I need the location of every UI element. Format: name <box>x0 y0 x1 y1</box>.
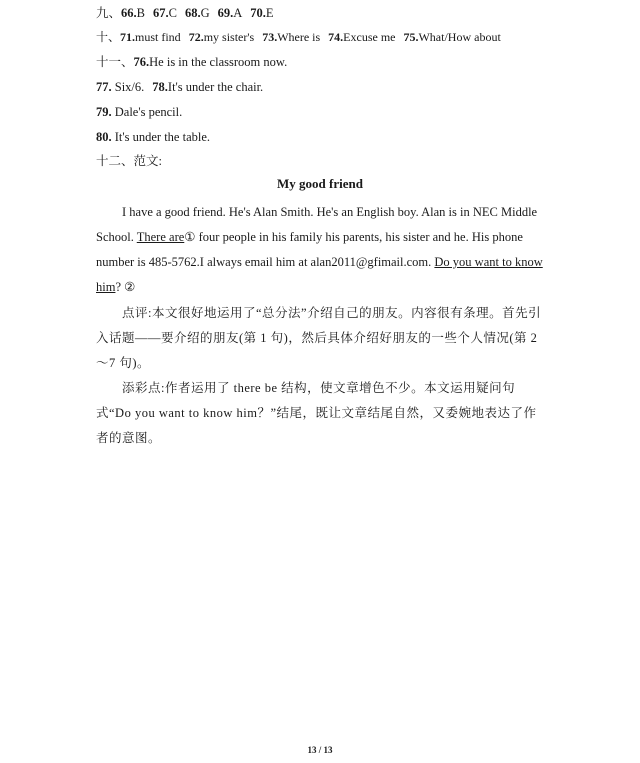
answer-text: Where is <box>277 30 321 44</box>
answer-text: B <box>136 6 145 20</box>
answer-text: C <box>168 6 177 20</box>
answer-number: 68. <box>184 6 201 20</box>
answer-number: 79. <box>96 105 112 119</box>
answer-number: 80. <box>96 130 112 144</box>
answer-number: 73. <box>262 30 278 44</box>
essay-text-part3: ? ② <box>115 280 136 294</box>
comment-paragraph <box>96 301 544 376</box>
answers-section-9 <box>96 5 550 21</box>
section-10-label: 十、 <box>96 30 121 44</box>
answer-text: Excuse me <box>343 30 396 44</box>
answer-number: 78. <box>152 80 168 94</box>
comment-label: 点评: <box>122 306 152 320</box>
answer-number: 77. <box>96 80 112 94</box>
answer-number: 72. <box>188 30 204 44</box>
answer-text: It's under the chair. <box>167 80 264 94</box>
answer-number: 76. <box>133 55 150 69</box>
comment-text: 本文很好地运用了“总分法”介绍自己的朋友。内容很有条理。首先引入话题——要介绍的朋友(第 1 句)，然后具体介绍好朋友的一些个人情况(第 2～7 句)。 <box>96 306 542 370</box>
answer-text: What/How about <box>418 30 501 44</box>
answer-text: Six/6. <box>111 80 145 94</box>
answer-number: 66. <box>121 6 137 20</box>
highlight-paragraph <box>96 376 544 451</box>
answer-text: must find <box>135 30 181 44</box>
highlight-text: 作者运用了 there be 结构，使文章增色不少。本文运用疑问句式“Do you want to know him？”结尾，既让文章结尾自然，又委婉地表达了作者的意图。 <box>96 381 537 445</box>
page-number: 13 / 13 <box>307 745 333 755</box>
answer-text: G <box>200 6 210 20</box>
answer-text: my sister's <box>203 30 255 44</box>
answers-section-11-line2 <box>96 79 550 95</box>
answers-section-10 <box>96 29 550 45</box>
answer-text: He is in the classroom now. <box>149 55 288 69</box>
answer-number: 70. <box>250 6 266 20</box>
essay-text-part2: four people in his family his parents, his sister and he. His phone number is 485-5762.I always email him at alan2011@gfimail.com. <box>96 230 523 269</box>
section-11-label: 十一、 <box>96 55 134 69</box>
essay-title: My good friend <box>277 176 363 191</box>
answer-text: Dale's pencil. <box>111 105 183 119</box>
answers-section-11-line3 <box>96 104 550 120</box>
answer-number: 74. <box>328 30 344 44</box>
highlight-label: 添彩点: <box>122 381 165 395</box>
answer-number: 75. <box>403 30 419 44</box>
answer-number: 71. <box>120 30 136 44</box>
essay-marker-1: ① <box>184 230 196 244</box>
answer-number: 69. <box>217 6 234 20</box>
answer-text: It's under the table. <box>111 130 211 144</box>
section-9-label: 九、 <box>96 6 122 20</box>
answer-text: E <box>265 6 274 20</box>
essay-section-label: 十二、范文: <box>96 154 162 168</box>
answers-section-11-line1 <box>96 54 550 70</box>
answer-text: A <box>233 6 243 20</box>
essay-text-part1: I have a good friend. He's Alan Smith. He's an English boy. Alan is in NEC Middle School. <box>96 205 538 244</box>
essay-underline-there-are: There are <box>136 230 185 244</box>
answers-section-11-line4 <box>96 129 550 145</box>
essay-body <box>96 200 544 300</box>
essay-underline-question: Do you want to know him <box>96 255 543 294</box>
answer-number: 67. <box>152 6 169 20</box>
